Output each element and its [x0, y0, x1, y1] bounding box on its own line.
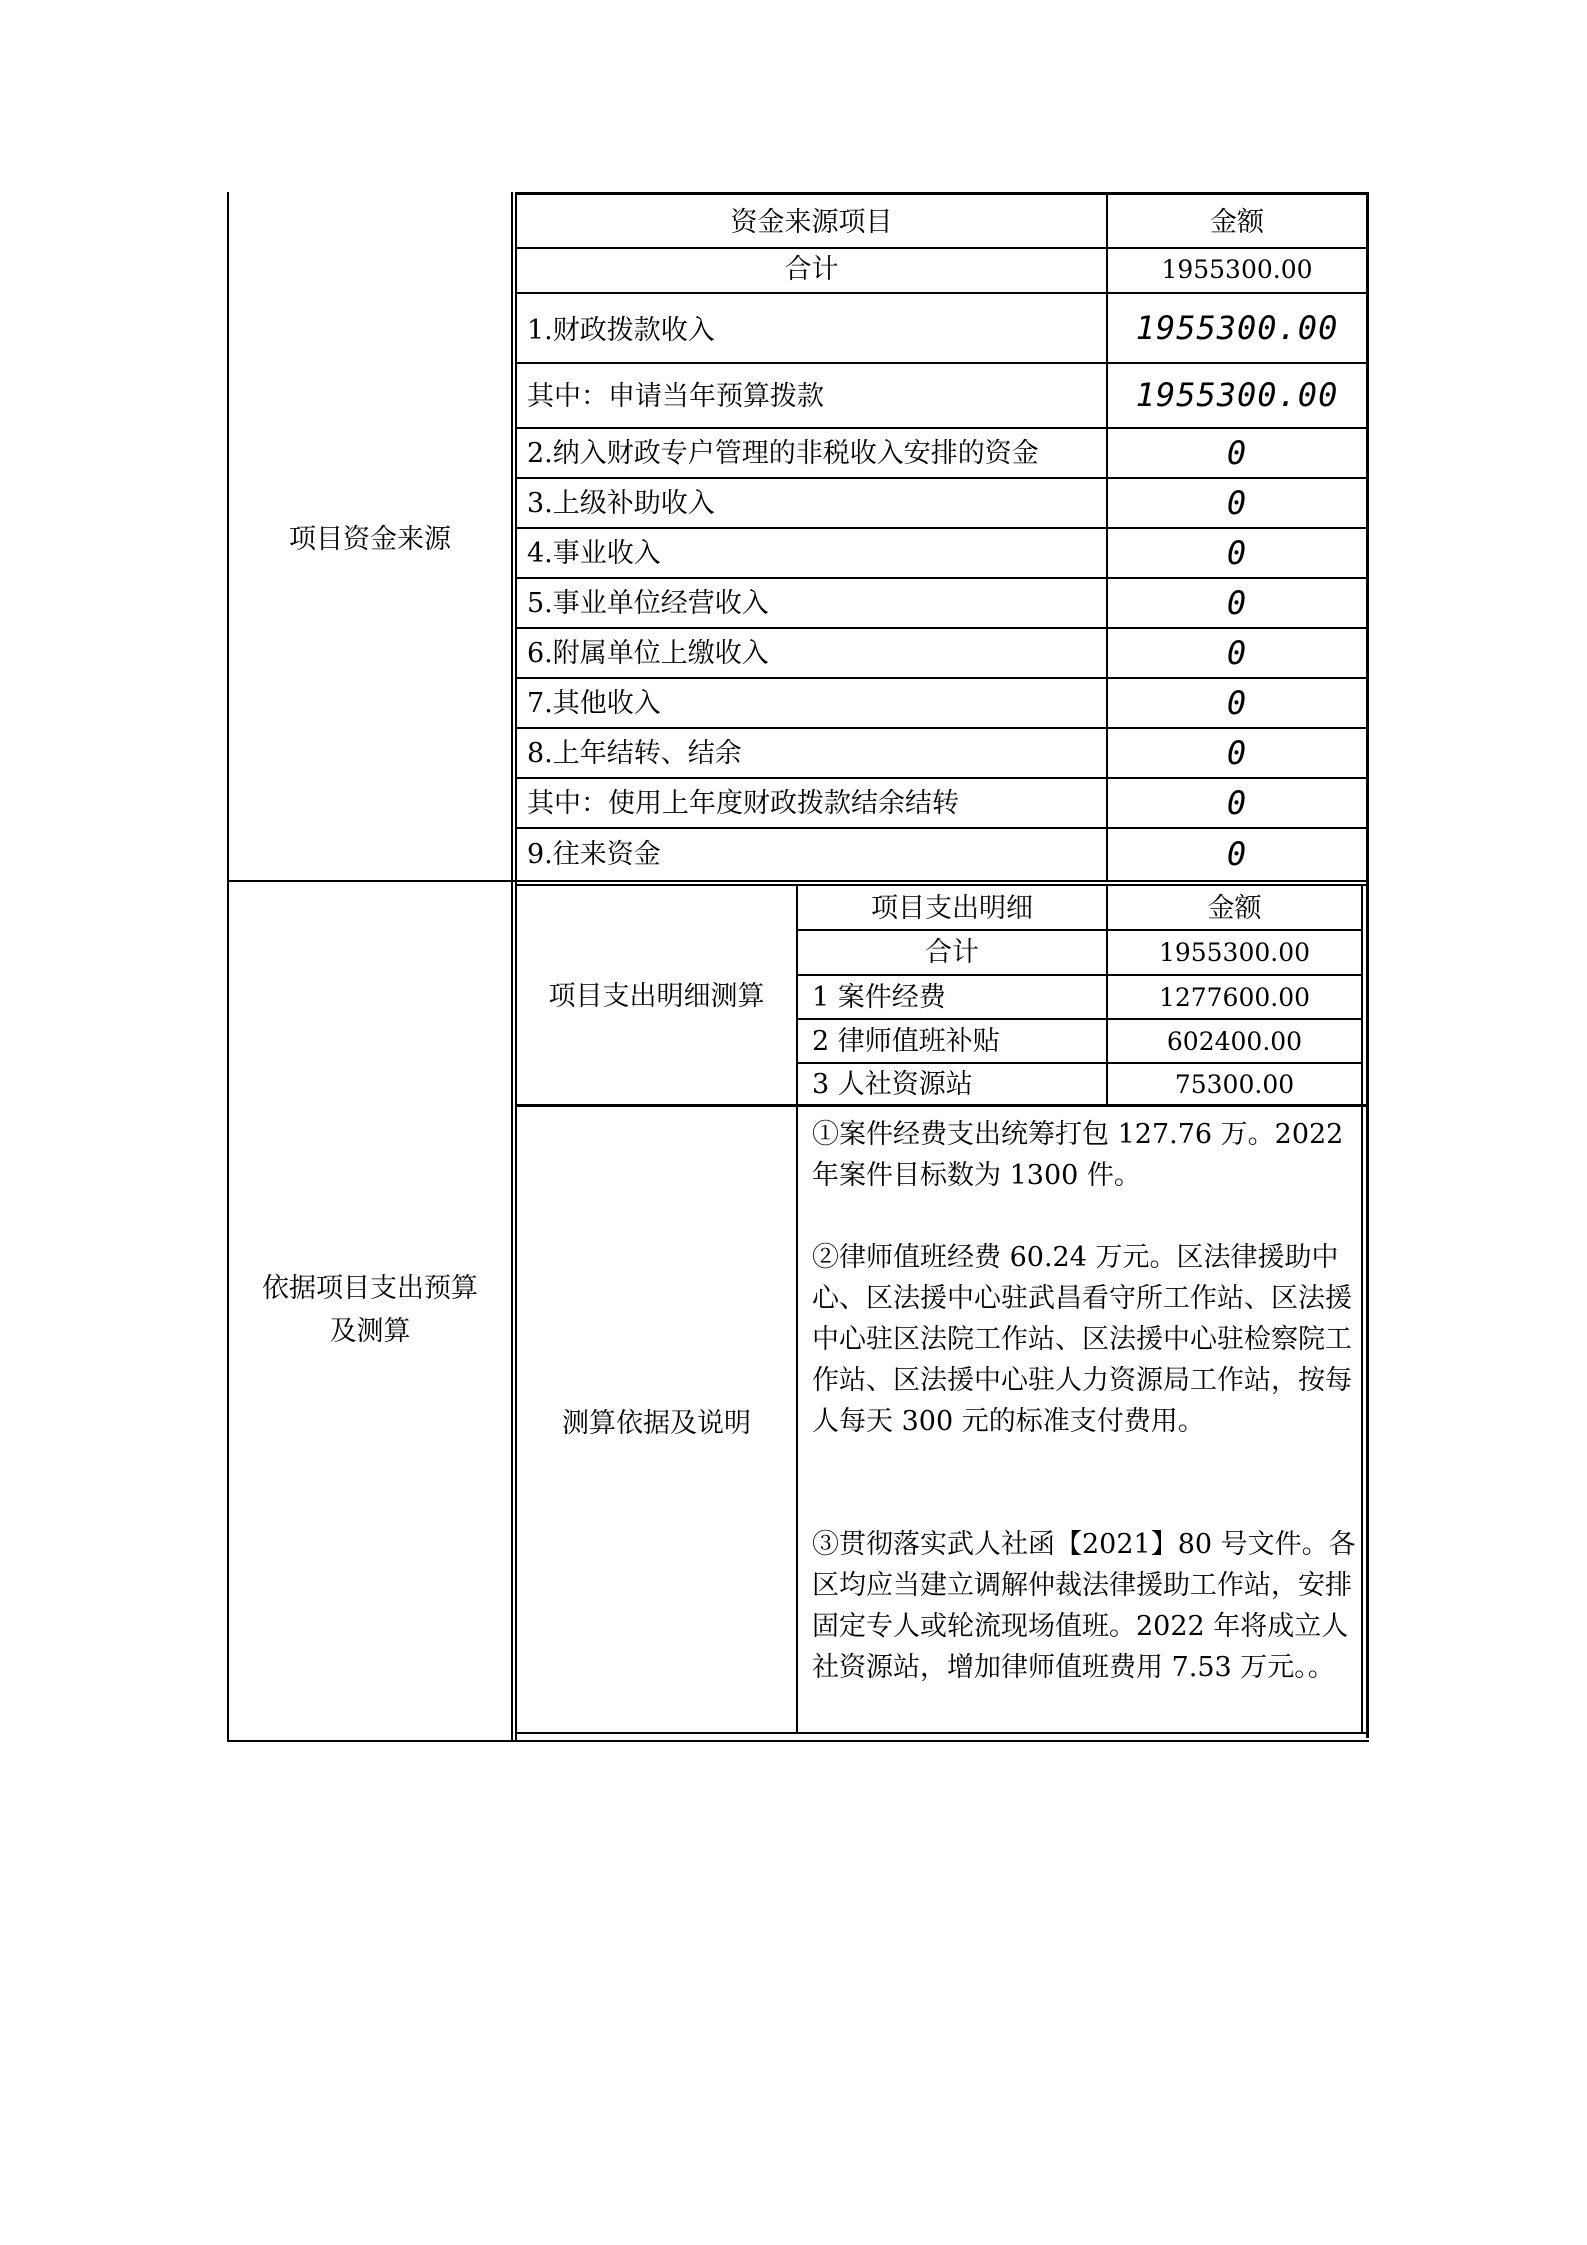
- detail-header-amount: 金额: [1207, 893, 1262, 924]
- outer-bottom-border: [227, 1740, 1369, 1742]
- funding-row-line: [515, 827, 1369, 829]
- funding-row-label: 6.附属单位上缴收入: [527, 638, 769, 669]
- funding-header-amount: 金额: [1210, 207, 1264, 238]
- explanation-paragraph: ②律师值班经费 60.24 万元。区法律援助中心、区法援中心驻武昌看守所工作站、区法援中心驻区法院工作站、区法援中心驻检察院工作站、区法援中心驻人力资源局工作站，按每人每天 300 元的标准支付费用。: [812, 1242, 1352, 1437]
- detail-row-line: [796, 1018, 1363, 1020]
- explanation-paragraph: ③贯彻落实武人社函【2021】80 号文件。各区均应当建立调解仲裁法律援助工作站，安排固定专人或轮流现场值班。2022 年将成立人社资源站，增加律师值班费用 7.53 万元。。: [812, 1529, 1356, 1683]
- funding-row-line: [515, 292, 1369, 294]
- funding-row-line: [515, 777, 1369, 779]
- funding-total-amount: 1955300.00: [1161, 255, 1313, 284]
- funding-row-amount: 0: [1226, 434, 1248, 472]
- funding-row-line: [515, 477, 1369, 479]
- detail-row-label: 1 案件经费: [812, 982, 946, 1013]
- funding-row-line: [515, 362, 1369, 364]
- funding-row-amount: 0: [1226, 684, 1248, 722]
- detail-row-amount: 602400.00: [1166, 1027, 1303, 1056]
- detail-header-item: 项目支出明细: [871, 893, 1033, 924]
- funding-row-amount: 0: [1226, 584, 1248, 622]
- explanation-paragraph: ①案件经费支出统筹打包 127.76 万。2022 年案件目标数为 1300 件。: [812, 1119, 1344, 1191]
- detail-total-label: 合计: [925, 937, 979, 968]
- funding-row-label: 9.往来资金: [527, 839, 661, 870]
- detail-row-line: [796, 1062, 1363, 1064]
- detail-row-line: [796, 974, 1363, 976]
- funding-row-amount: 1955300.00: [1135, 309, 1339, 347]
- funding-row-line: [515, 427, 1369, 429]
- funding-row-label: 其中：申请当年预算拨款: [527, 381, 824, 412]
- explanation-inner-right: [1361, 1107, 1363, 1734]
- funding-row-amount: 0: [1226, 784, 1248, 822]
- funding-total-label: 合计: [784, 254, 839, 285]
- detail-table-right-border: [1361, 884, 1363, 1106]
- funding-row-label: 1.财政拨款收入: [527, 315, 715, 346]
- funding-row-amount: 0: [1226, 634, 1248, 672]
- funding-row-label: 2.纳入财政专户管理的非税收入安排的资金: [527, 438, 1039, 469]
- funding-row-label: 7.其他收入: [527, 688, 661, 719]
- funding-row-label: 4.事业收入: [527, 538, 661, 569]
- funding-row-line: [515, 727, 1369, 729]
- detail-row-label: 3 人社资源站: [812, 1069, 973, 1100]
- funding-row-amount: 1955300.00: [1135, 376, 1339, 414]
- basis-section-label-line2: 及测算: [329, 1316, 411, 1347]
- detail-row-amount: 1277600.00: [1158, 983, 1311, 1012]
- detail-table-bottom: [515, 1104, 1369, 1107]
- funding-row-line: [515, 627, 1369, 629]
- funding-row-label: 其中：使用上年度财政拨款结余结转: [527, 788, 959, 819]
- detail-row-line: [796, 929, 1363, 931]
- inner-table-left-border: [515, 192, 517, 1742]
- funding-row-amount: 0: [1226, 734, 1248, 772]
- basis-inner-top: [515, 884, 1369, 886]
- funding-row-label: 5.事业单位经营收入: [527, 588, 769, 619]
- funding-row-amount: 0: [1226, 484, 1248, 522]
- section-separator: [227, 880, 1369, 882]
- outer-left-border: [227, 192, 229, 1742]
- detail-total-amount: 1955300.00: [1158, 938, 1311, 967]
- explanation-label: 测算依据及说明: [562, 1408, 751, 1439]
- funding-table-top: [515, 192, 1369, 195]
- basis-mid-divider: [796, 884, 798, 1734]
- funding-row-line: [515, 677, 1369, 679]
- detail-row-amount: 75300.00: [1174, 1070, 1295, 1099]
- funding-row-amount: 0: [1226, 835, 1248, 873]
- detail-row-label: 2 律师值班补贴: [812, 1026, 1000, 1057]
- funding-row-line: [515, 577, 1369, 579]
- basis-inner-bottom: [515, 1732, 1369, 1734]
- funding-row-label: 3.上级补助收入: [527, 488, 715, 519]
- funding-row-line: [515, 247, 1369, 249]
- funding-row-amount: 0: [1226, 534, 1248, 572]
- funding-section-label: 项目资金来源: [289, 524, 451, 555]
- basis-section-label-line1: 依据项目支出预算: [262, 1273, 478, 1304]
- funding-row-line: [515, 527, 1369, 529]
- funding-header-item: 资金来源项目: [730, 207, 893, 238]
- outer-right-border: [1366, 192, 1369, 1738]
- label-column-divider: [511, 192, 513, 1742]
- detail-calc-label: 项目支出明细测算: [548, 981, 765, 1012]
- funding-row-label: 8.上年结转、结余: [527, 738, 742, 769]
